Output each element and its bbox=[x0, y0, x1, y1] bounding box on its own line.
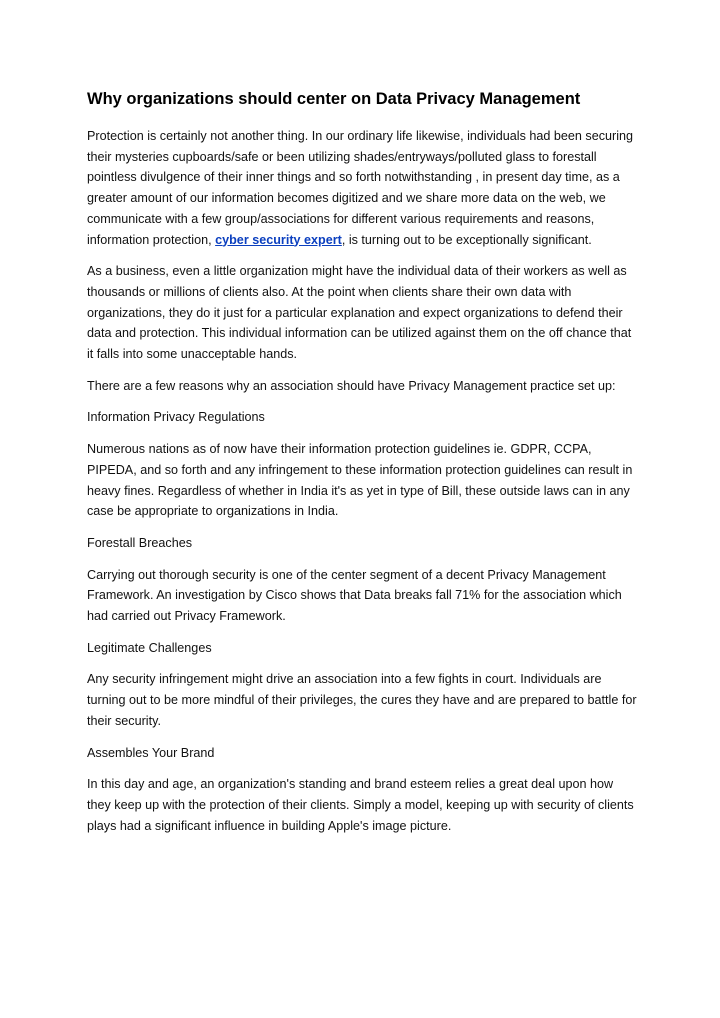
document-title: Why organizations should center on Data Privacy Management bbox=[87, 90, 581, 108]
breaches-heading: Forestall Breaches bbox=[87, 535, 192, 550]
brand-paragraph: In this day and age, an organization's standing and brand esteem relies a great deal upon how they keep up with the protection of their clients. Simply a model, keeping up with security of clients plays had a significant influence in building Apple's image picture. bbox=[87, 777, 634, 833]
regulations-paragraph: Numerous nations as of now have their information protection guidelines ie. GDPR, CCPA, PIPEDA, and so forth and any infringement to these information protection guidelines can result in heavy fines. Regardless of whether in India it's as yet in type of Bill, these outside laws can in any case be appropriate to organizations in India. bbox=[87, 442, 633, 519]
breaches-paragraph: Carrying out thorough security is one of the center segment of a decent Privacy Management Framework. An investigation by Cisco shows that Data breaks fall 71% for the association which had carried out Privacy Framework. bbox=[87, 567, 622, 624]
cyber-security-expert-link[interactable]: cyber security expert bbox=[215, 232, 342, 247]
document-page bbox=[87, 88, 637, 847]
challenges-heading: Legitimate Challenges bbox=[87, 640, 212, 655]
business-paragraph: As a business, even a little organization might have the individual data of their workers as well as thousands or millions of clients also. At the point when clients share their own data with organizations, they do it just for a particular explanation and expect organizations to defend their data and protection. This individual information can be utilized against them on the off chance that it falls into some unacceptable hands. bbox=[87, 264, 632, 362]
reasons-paragraph: There are a few reasons why an association should have Privacy Management practice set up: bbox=[87, 378, 616, 393]
regulations-heading: Information Privacy Regulations bbox=[87, 410, 265, 425]
intro-paragraph bbox=[87, 126, 637, 250]
intro-text-end: , is turning out to be exceptionally significant. bbox=[341, 232, 592, 247]
challenges-paragraph: Any security infringement might drive an association into a few fights in court. Individuals are turning out to be more mindful of their privileges, the cures they have and are prepared to battle for their security. bbox=[87, 672, 637, 728]
brand-heading: Assembles Your Brand bbox=[87, 745, 215, 760]
intro-text-start: Protection is certainly not another thing. In our ordinary life likewise, individuals had been securing their mysteries cupboards/safe or been utilizing shades/entryways/polluted glass to forestall pointless divulgence of their inner things and so forth notwithstanding , in present day time, as a greater amount of our information becomes digitized and we share more data on the web, we communicate with a few group/associations for different various requirements and reasons, information protection, bbox=[87, 129, 634, 247]
